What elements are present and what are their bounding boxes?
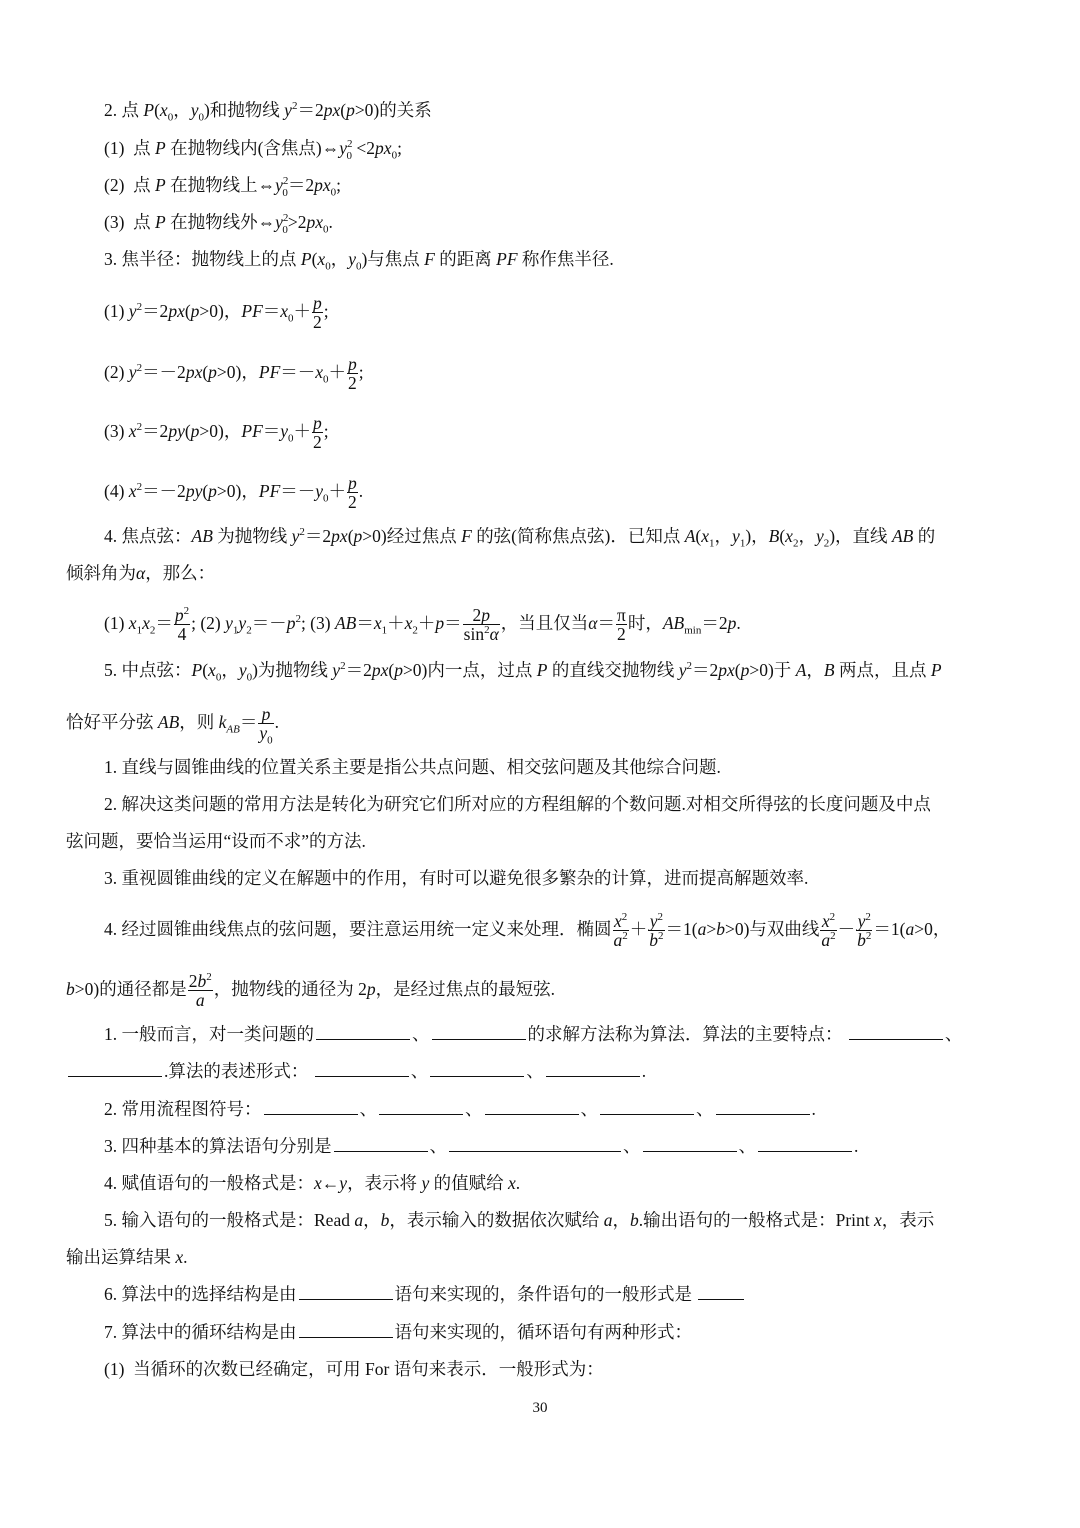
- text-line: (2) 点 P 在抛物线上$\Leftrightarrow y^2_0=2px_0$;: [104, 175, 342, 199]
- text-line: 弦问题，要恰当运用“设而不求”的方法.: [66, 831, 366, 851]
- text-line: 3. 四种基本的算法语句分别是 、 、 、 .: [104, 1136, 859, 1156]
- text-line: 恰好平分弦 AB，则 $k_{AB}=$ $\frac{p}{y_0}$ .: [66, 704, 280, 747]
- text-line: (3) 点 P 在抛物线外$\Leftrightarrow y^2_0>2px_0$.: [104, 212, 333, 236]
- text-line: 1. 直线与圆锥曲线的位置关系主要是指公共点问题、相交弦问题及其他综合问题.: [104, 757, 721, 777]
- text-line: 3. 焦半径：抛物线上的点 $P(x_0$，$y_0$)与焦点 F 的距离 PF 称作焦半径.: [104, 249, 614, 273]
- text-line: 6. 算法中的选择结构是由 语句来实现的，条件语句的一般形式是: [104, 1282, 746, 1306]
- text-line: 5. 中点弦：$P(x_0$，$y_0$)为抛物线 $y^2=2px(p>0)$内一点，过点 P 的直线交抛物线 $y^2=2px(p>0)$于 A，B 两点，且点 P: [104, 660, 942, 684]
- text-line: (4) $x^2=-2py(p>0)$，$PF=-y_0+$ $\frac{p}{2}$ .: [104, 473, 364, 513]
- text-line: (2) $y^2=-2px(p>0)$，$PF=-x_0+$ $\frac{p}{2}$ ;: [104, 354, 364, 394]
- text-line: 3. 重视圆锥曲线的定义在解题中的作用，有时可以避免很多繁杂的计算，进而提高解题效率.: [104, 868, 809, 888]
- text-line: 4. 赋值语句的一般格式是：x←y，表示将 y 的值赋给 x.: [104, 1173, 521, 1193]
- text-line: (3) $x^2=2py(p>0)$，$PF=y_0+$ $\frac{p}{2}$ ;: [104, 413, 329, 453]
- text-line: 7. 算法中的循环结构是由 语句来实现的，循环语句有两种形式：: [104, 1322, 692, 1342]
- text-line: 2. 常用流程图符号： 、 、 、 、 .: [104, 1099, 816, 1119]
- text-line: b>0)的通径都是 $\frac{2b^2}{a}$ ，抛物线的通径为 2p，是经过焦点的最短弦.: [66, 971, 555, 1011]
- text-line: 倾斜角为α，那么：: [66, 563, 216, 583]
- text-line: 2. 解决这类问题的常用方法是转化为研究它们所对应的方程组解的个数问题.对相交所得弦的长度问题及中点: [104, 794, 931, 814]
- text-line: 输出运算结果 x.: [66, 1247, 188, 1267]
- text-line: 4. 经过圆锥曲线焦点的弦问题，要注意运用统一定义来处理．椭圆 $\frac{x^2}{a^2}$ ＋ $\frac{y^2}{b^2}$ ＝1(a>b>0)与双曲线 $\frac{x^2}{a^2}$ － $\frac{y^2}{b^2}$ ＝1(a>0，: [104, 911, 951, 951]
- page-number: 30: [532, 1400, 548, 1416]
- text-line: .算法的表述形式： 、 、 .: [66, 1059, 646, 1083]
- text-line: 2. 点 $P(x_0$，$y_0$)和抛物线 $y^2=2px(p>0)$的关系: [104, 100, 432, 124]
- text-line: 1. 一般而言，对一类问题的 、 的求解方法称为算法．算法的主要特点： 、: [104, 1024, 963, 1044]
- text-line: (1) 当循环的次数已经确定，可用 For 语句来表示．一般形式为：: [104, 1359, 604, 1379]
- text-line: 4. 焦点弦：AB 为抛物线 $y^2=2px(p>0)$经过焦点 F 的弦(简称焦点弦)．已知点 $A(x_1$，$y_1$)，$B(x_2$，$y_2$)，直线 AB 的: [104, 526, 936, 550]
- text-line: (1) 点 P 在抛物线内(含焦点)$\Leftrightarrow y^2_0 <2px_0$;: [104, 138, 402, 162]
- text-line: (1) $y^2=2px(p>0)$，$PF=x_0+$ $\frac{p}{2}$ ;: [104, 293, 329, 333]
- text-line: (1) $x_1x_2=$ $\frac{p^2}{4}$ ; (2) $y_1y_2=-p^2$; (3) $AB=x_1+x_2+p=$ $\frac{2p}{\sin^2\alpha}$ ，当且仅当α＝ $\frac{\pi}{2}$ 时，$AB_{min}=2p$.: [104, 605, 741, 645]
- text-line: 5. 输入语句的一般格式是：Read a，b，表示输入的数据依次赋给 a，b.输出语句的一般格式是：Print x，表示: [104, 1210, 935, 1230]
